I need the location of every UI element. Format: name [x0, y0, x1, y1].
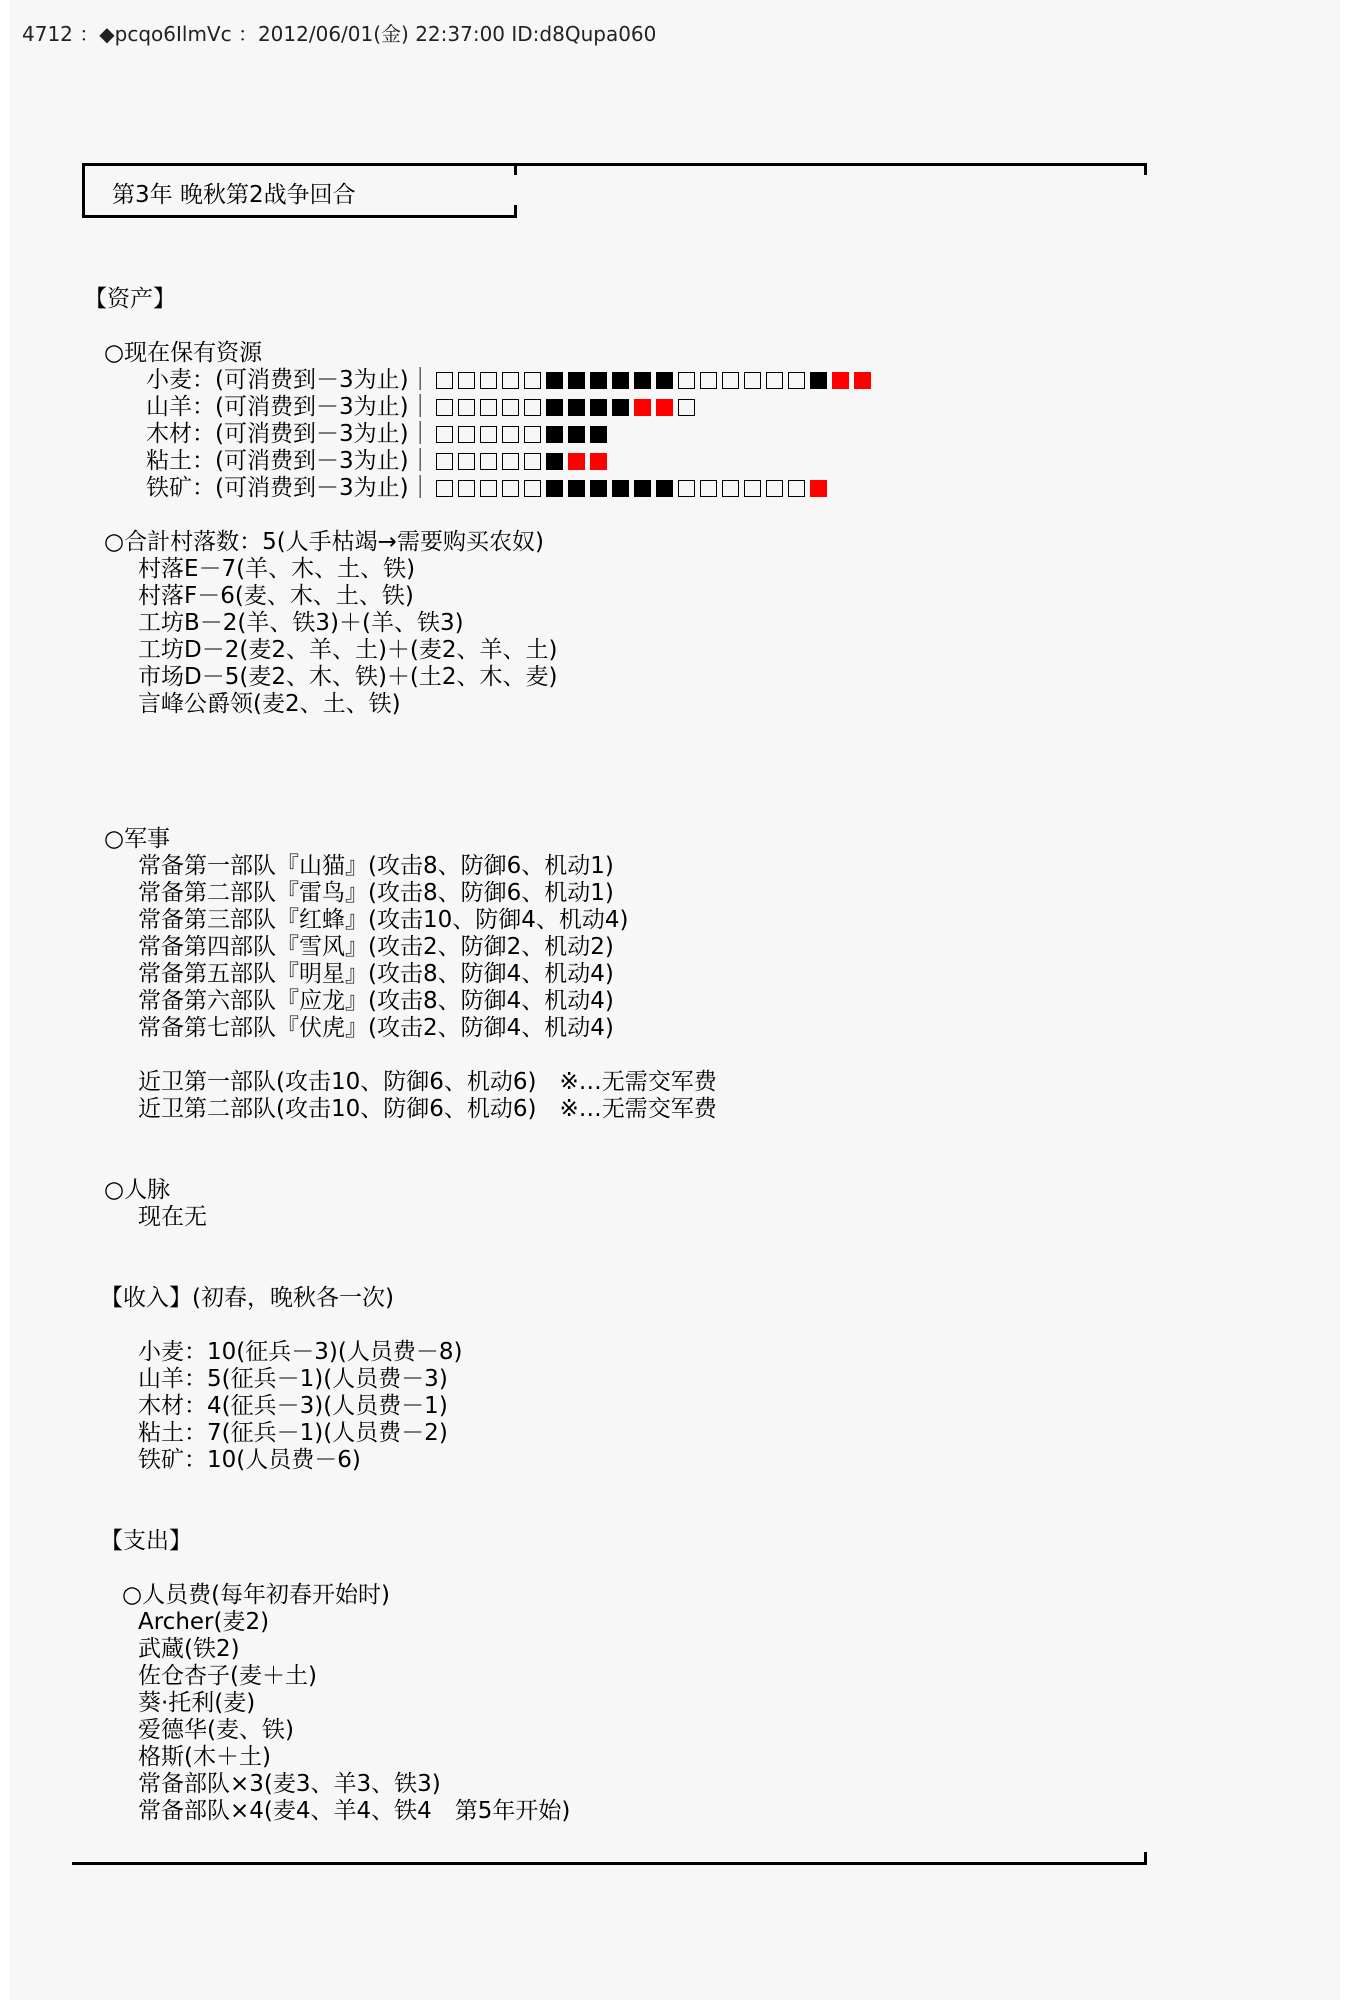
- empty-box: [524, 399, 541, 416]
- filled-box: [612, 480, 629, 497]
- income-heading: 【收入】(初春，晚秋各一次): [100, 1285, 394, 1311]
- resource-row: [146, 448, 612, 475]
- empty-box: [678, 480, 695, 497]
- filled-box: [546, 426, 563, 443]
- empty-box: [502, 453, 519, 470]
- frame-top-line: [82, 163, 1147, 166]
- expense-item: 格斯(木＋土): [138, 1744, 271, 1770]
- villages-heading: ○合計村落数：5(人手枯竭→需要购买农奴): [104, 529, 544, 555]
- village-item: 工坊D－2(麦2、羊、土)＋(麦2、羊、土): [138, 637, 558, 663]
- empty-box: [788, 480, 805, 497]
- empty-box: [722, 480, 739, 497]
- empty-box: [766, 480, 783, 497]
- expenses-heading: 【支出】: [100, 1528, 192, 1554]
- empty-box: [480, 453, 497, 470]
- empty-box: [700, 372, 717, 389]
- resource-boxes: [436, 475, 832, 502]
- expense-item: 武蔵(铁2): [138, 1636, 240, 1662]
- village-item: 村落F－6(麦、木、土、铁): [138, 583, 414, 609]
- frame-bottom-right-tick: [1144, 1852, 1147, 1865]
- guard-unit: 近卫第二部队(攻击10、防御6、机动6) ※…无需交军费: [138, 1096, 717, 1122]
- resource-boxes: [436, 448, 612, 475]
- filled-box: [634, 480, 651, 497]
- empty-box: [502, 372, 519, 389]
- filled-box: [810, 372, 827, 389]
- expense-item: 葵·托利(麦): [138, 1690, 256, 1716]
- empty-box: [436, 399, 453, 416]
- income-item: 木材：4(征兵－3)(人员费－1): [138, 1393, 448, 1419]
- empty-box: [502, 426, 519, 443]
- empty-box: [700, 480, 717, 497]
- empty-box: [480, 399, 497, 416]
- empty-box: [458, 480, 475, 497]
- empty-box: [744, 372, 761, 389]
- red-box: [568, 453, 585, 470]
- empty-box: [480, 372, 497, 389]
- page: [10, 0, 1340, 2000]
- empty-box: [678, 399, 695, 416]
- empty-box: [458, 372, 475, 389]
- expense-item: 佐仓杏子(麦＋土): [138, 1663, 317, 1689]
- empty-box: [502, 480, 519, 497]
- frame-bottom-line: [72, 1862, 1147, 1865]
- connections-heading: ○人脉: [104, 1177, 171, 1203]
- military-unit: 常备第六部队『应龙』(攻击8、防御4、机动4): [138, 988, 614, 1014]
- filled-box: [612, 372, 629, 389]
- title-right-bar: [514, 205, 517, 218]
- filled-box: [568, 426, 585, 443]
- red-box: [854, 372, 871, 389]
- red-box: [832, 372, 849, 389]
- income-item: 粘土：7(征兵－1)(人员费－2): [138, 1420, 448, 1446]
- empty-box: [788, 372, 805, 389]
- village-item: 言峰公爵领(麦2、土、铁): [138, 691, 401, 717]
- expenses-subheading: ○人员费(每年初春开始时): [122, 1582, 391, 1608]
- filled-box: [656, 372, 673, 389]
- red-box: [810, 480, 827, 497]
- resource-row: [146, 475, 832, 502]
- post-header: 4712 ：◆pcqo6IlmVc ：2012/06/01(金) 22:37:00 ID:d8Qupa060: [22, 22, 657, 46]
- resource-boxes: [436, 367, 876, 394]
- empty-box: [458, 453, 475, 470]
- filled-box: [546, 480, 563, 497]
- filled-box: [546, 399, 563, 416]
- expense-item: Archer(麦2): [138, 1609, 270, 1635]
- resource-boxes: [436, 421, 612, 448]
- resource-boxes: [436, 394, 700, 421]
- filled-box: [590, 480, 607, 497]
- connections-value: 现在无: [138, 1204, 207, 1230]
- resources-heading: ○现在保有资源: [104, 340, 263, 366]
- empty-box: [524, 480, 541, 497]
- income-item: 铁矿：10(人员费－6): [138, 1447, 361, 1473]
- filled-box: [590, 372, 607, 389]
- filled-box: [568, 399, 585, 416]
- empty-box: [766, 372, 783, 389]
- empty-box: [524, 372, 541, 389]
- section-title: 第3年 晚秋第2战争回合: [112, 182, 356, 208]
- resource-label: 铁矿：(可消费到－3为止)｜: [146, 475, 432, 501]
- empty-box: [524, 453, 541, 470]
- military-unit: 常备第四部队『雪风』(攻击2、防御2、机动2): [138, 934, 614, 960]
- empty-box: [524, 426, 541, 443]
- empty-box: [436, 480, 453, 497]
- filled-box: [568, 480, 585, 497]
- empty-box: [436, 453, 453, 470]
- empty-box: [744, 480, 761, 497]
- income-item: 小麦：10(征兵－3)(人员费－8): [138, 1339, 463, 1365]
- frame-left-tick: [82, 163, 85, 218]
- filled-box: [568, 372, 585, 389]
- empty-box: [480, 480, 497, 497]
- resource-label: 山羊：(可消费到－3为止)｜: [146, 394, 432, 420]
- frame-mid-tick: [514, 163, 517, 175]
- military-unit: 常备第七部队『伏虎』(攻击2、防御4、机动4): [138, 1015, 614, 1041]
- military-unit: 常备第三部队『红蜂』(攻击10、防御4、机动4): [138, 907, 629, 933]
- empty-box: [678, 372, 695, 389]
- empty-box: [458, 399, 475, 416]
- village-item: 村落E－7(羊、木、土、铁): [138, 556, 416, 582]
- empty-box: [436, 426, 453, 443]
- filled-box: [656, 480, 673, 497]
- empty-box: [722, 372, 739, 389]
- guard-unit: 近卫第一部队(攻击10、防御6、机动6) ※…无需交军费: [138, 1069, 717, 1095]
- military-unit: 常备第二部队『雷鸟』(攻击8、防御6、机动1): [138, 880, 614, 906]
- expense-item: 爱德华(麦、铁): [138, 1717, 294, 1743]
- resource-label: 粘土：(可消费到－3为止)｜: [146, 448, 432, 474]
- assets-heading: 【资产】: [84, 286, 176, 312]
- resource-row: [146, 421, 612, 448]
- village-item: 工坊B－2(羊、铁3)＋(羊、铁3): [138, 610, 464, 636]
- empty-box: [480, 426, 497, 443]
- red-box: [634, 399, 651, 416]
- filled-box: [546, 453, 563, 470]
- income-item: 山羊：5(征兵－1)(人员费－3): [138, 1366, 448, 1392]
- red-box: [590, 453, 607, 470]
- military-unit: 常备第五部队『明星』(攻击8、防御4、机动4): [138, 961, 614, 987]
- frame-right-tick: [1144, 163, 1147, 175]
- expense-item: 常备部队×3(麦3、羊3、铁3): [138, 1771, 441, 1797]
- empty-box: [458, 426, 475, 443]
- resource-label: 小麦：(可消费到－3为止)｜: [146, 367, 432, 393]
- military-unit: 常备第一部队『山猫』(攻击8、防御6、机动1): [138, 853, 614, 879]
- resource-row: [146, 394, 700, 421]
- filled-box: [590, 426, 607, 443]
- empty-box: [502, 399, 519, 416]
- expense-item: 常备部队×4(麦4、羊4、铁4 第5年开始): [138, 1798, 571, 1824]
- filled-box: [590, 399, 607, 416]
- filled-box: [634, 372, 651, 389]
- military-heading: ○军事: [104, 826, 171, 852]
- village-item: 市场D－5(麦2、木、铁)＋(土2、木、麦): [138, 664, 558, 690]
- empty-box: [436, 372, 453, 389]
- title-underline: [82, 215, 517, 218]
- resource-row: [146, 367, 876, 394]
- filled-box: [612, 399, 629, 416]
- red-box: [656, 399, 673, 416]
- resource-label: 木材：(可消费到－3为止)｜: [146, 421, 432, 447]
- filled-box: [546, 372, 563, 389]
